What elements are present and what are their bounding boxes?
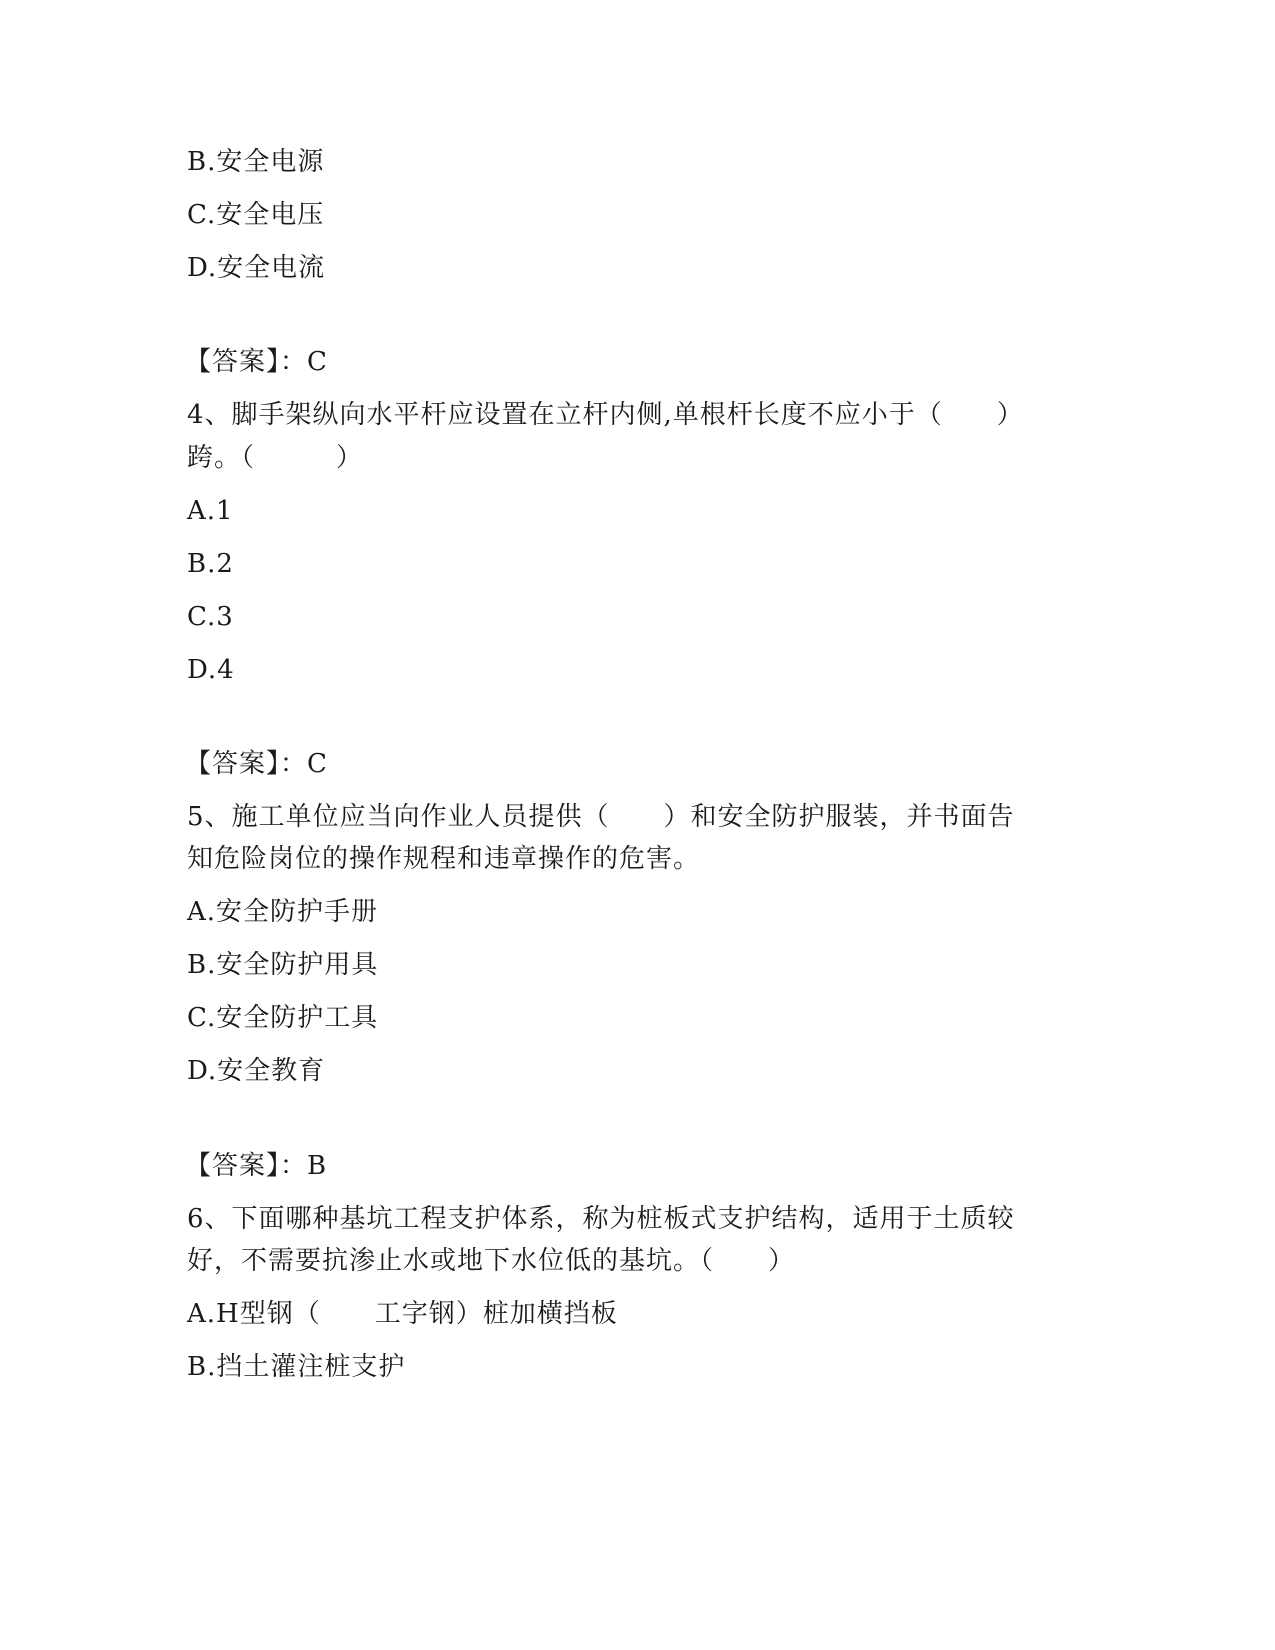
q5-answer: 【答案】：B	[185, 1151, 328, 1181]
q5-stem-line1: 5、施工单位应当向作业人员提供（ ）和安全防护服装，并书面告	[187, 802, 1015, 832]
q3-answer: 【答案】：C	[185, 347, 328, 377]
q5-stem-line2: 知危险岗位的操作规程和违章操作的危害。	[187, 844, 701, 874]
q3-option-d: D.安全电流	[187, 253, 326, 283]
q4-option-b: B.2	[187, 549, 234, 579]
q4-option-c: C.3	[187, 602, 234, 632]
q6-stem-line1: 6、下面哪种基坑工程支护体系，称为桩板式支护结构，适用于土质较	[187, 1204, 1015, 1234]
q4-stem-line1: 4、脚手架纵向水平杆应设置在立杆内侧,单根杆长度不应小于（ ）	[187, 400, 1024, 430]
q4-option-d: D.4	[187, 655, 235, 685]
q5-option-b: B.安全防护用具	[187, 950, 379, 980]
q4-stem-line2: 跨。（ ）	[187, 443, 364, 473]
q5-option-d: D.安全教育	[187, 1056, 326, 1086]
q3-option-b: B.安全电源	[187, 147, 325, 177]
q3-option-c: C.安全电压	[187, 200, 325, 230]
q6-stem-line2: 好，不需要抗渗止水或地下水位低的基坑。（ ）	[187, 1246, 796, 1276]
q6-option-a: A.H型钢（ 工字钢）桩加横挡板	[187, 1299, 618, 1329]
q6-option-b: B.挡土灌注桩支护	[187, 1352, 406, 1382]
q5-option-c: C.安全防护工具	[187, 1003, 379, 1033]
q5-option-a: A.安全防护手册	[187, 897, 379, 927]
q4-option-a: A.1	[187, 496, 234, 526]
q4-answer: 【答案】：C	[185, 749, 328, 779]
